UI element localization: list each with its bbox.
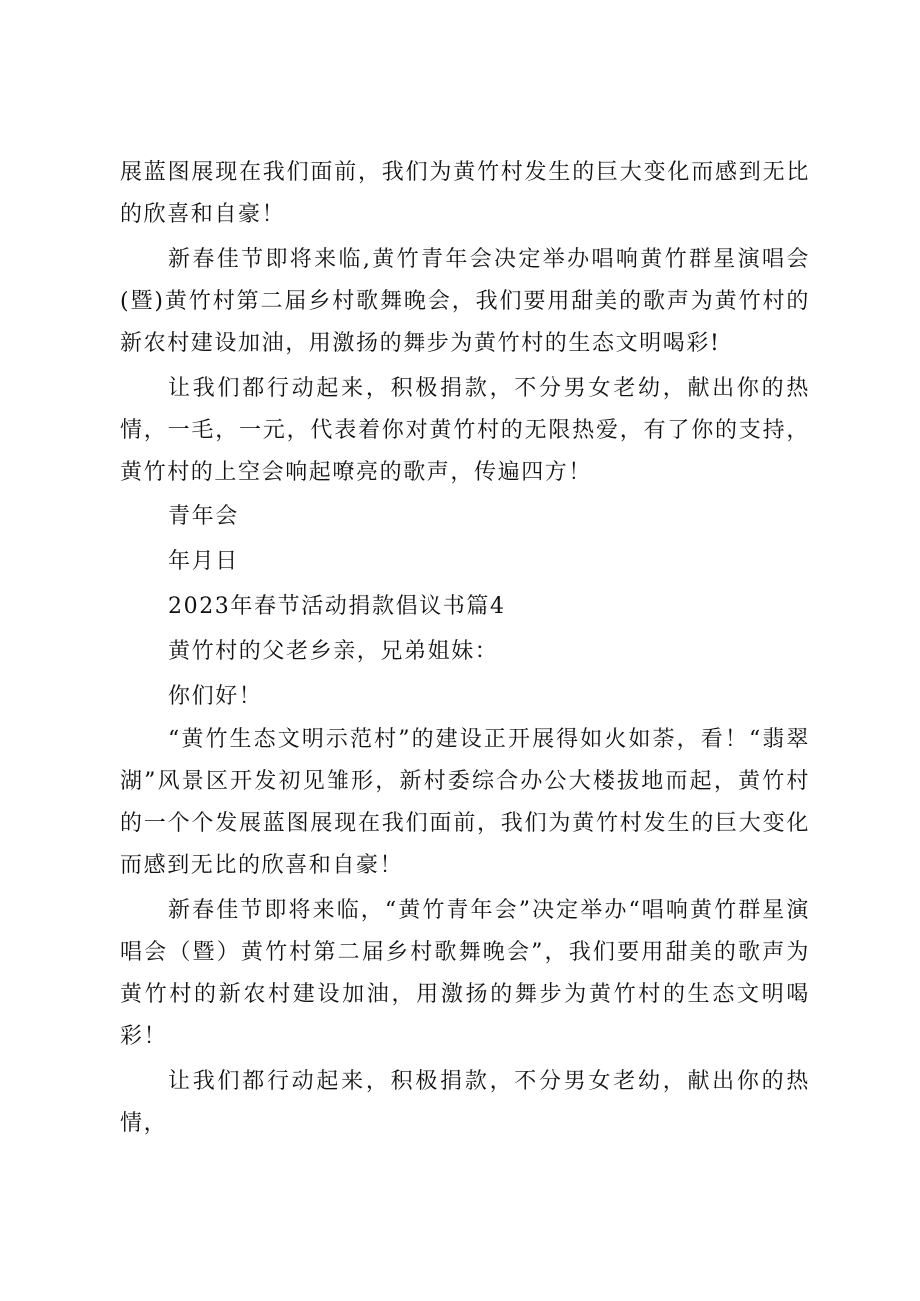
paragraph-festival-announcement-2: 新春佳节即将来临，“黄竹青年会”决定举办“唱响黄竹群星演唱会（暨）黄竹村第二届乡村歌舞晚会”，我们要用甜美的歌声为黄竹村的新农村建设加油，用激扬的舞步为黄竹村的生态文明喝彩！	[120, 898, 810, 1049]
section-heading: 2023年春节活动捐款倡议书篇4	[168, 594, 506, 619]
paragraph-village-development: “黄竹生态文明示范村”的建设正开展得如火如荼，看！“翡翠湖”风景区开发初见雏形，新村委综合办公大楼拔地而起，黄竹村的一个个发展蓝图展现在我们面前，我们为黄竹村发生的巨大变化而感到无比的欣喜和自豪！	[120, 727, 810, 878]
signature-organization: 青年会	[168, 504, 239, 529]
signature-date: 年月日	[168, 549, 239, 574]
paragraph-donation-call-2: 让我们都行动起来，积极捐款，不分男女老幼，献出你的热情，	[120, 1069, 810, 1136]
greeting: 你们好！	[168, 684, 263, 709]
salutation: 黄竹村的父老乡亲，兄弟姐妹：	[168, 639, 499, 664]
paragraph-festival-announcement: 新春佳节即将来临,黄竹青年会决定举办唱响黄竹群星演唱会(暨)黄竹村第二届乡村歌舞晚会，我们要用甜美的歌声为黄竹村的新农村建设加油，用激扬的舞步为黄竹村的生态文明喝彩!	[120, 247, 810, 356]
document-body	[120, 152, 810, 1145]
paragraph-donation-call: 让我们都行动起来，积极捐款，不分男女老幼，献出你的热情，一毛，一元，代表着你对黄竹村的无限热爱，有了你的支持，黄竹村的上空会响起嘹亮的歌声，传遍四方！	[120, 376, 810, 485]
paragraph-continued-intro: 展蓝图展现在我们面前，我们为黄竹村发生的巨大变化而感到无比的欣喜和自豪！	[120, 160, 810, 227]
